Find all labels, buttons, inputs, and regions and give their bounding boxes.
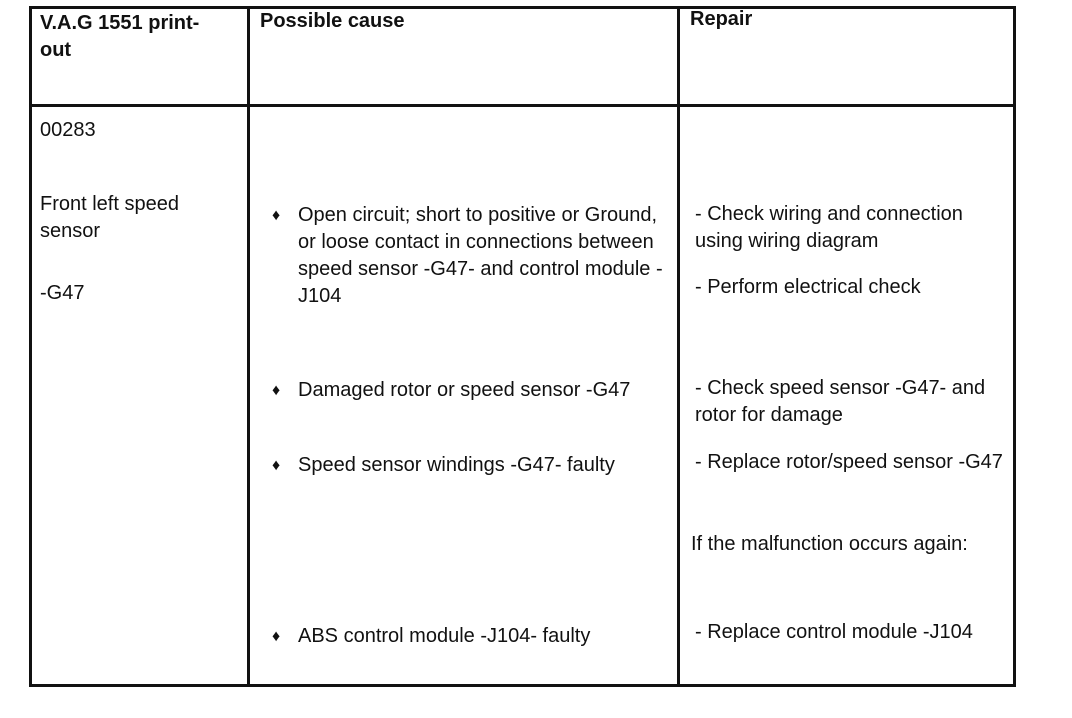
repair-item: - Perform electrical check — [695, 276, 921, 298]
fault-description: Front left speed sensor — [40, 193, 179, 242]
fault-component: -G47 — [40, 282, 85, 304]
repair-item: - Check speed sensor -G47- and rotor for damage — [695, 377, 986, 426]
cause-text: Open circuit; short to positive or Ground, or loose contact in connections between speed sensor -G47- and control module -J104 — [298, 204, 663, 307]
header-divider — [29, 104, 1016, 107]
bullet-diamond-icon: ♦ — [272, 628, 281, 645]
repair-item: - Replace control module -J104 — [695, 621, 973, 643]
cause-text: Damaged rotor or speed sensor -G47 — [298, 379, 631, 401]
table-border-left — [29, 6, 32, 687]
header-printout: V.A.G 1551 print-out — [40, 12, 200, 61]
table-border-right — [1013, 6, 1016, 687]
column-divider-2 — [677, 6, 680, 687]
repair-item: - Replace rotor/speed sensor -G47 — [695, 451, 1003, 473]
bullet-diamond-icon: ♦ — [272, 457, 281, 474]
bullet-diamond-icon: ♦ — [272, 382, 281, 399]
repair-note: If the malfunction occurs again: — [691, 533, 968, 555]
cause-item — [272, 452, 662, 482]
cause-item — [272, 377, 662, 433]
cause-text: ABS control module -J104- faulty — [298, 625, 591, 647]
fault-code: 00283 — [40, 119, 96, 141]
table-border-bottom — [29, 684, 1016, 687]
column-divider-1 — [247, 6, 250, 687]
cause-item — [272, 623, 662, 653]
cause-text: Speed sensor windings -G47- faulty — [298, 454, 615, 476]
header-possible-cause: Possible cause — [260, 10, 405, 32]
header-repair: Repair — [690, 8, 753, 30]
repair-item: - Check wiring and connection using wiring diagram — [695, 203, 963, 252]
bullet-diamond-icon: ♦ — [272, 207, 281, 224]
cause-item — [272, 202, 662, 312]
